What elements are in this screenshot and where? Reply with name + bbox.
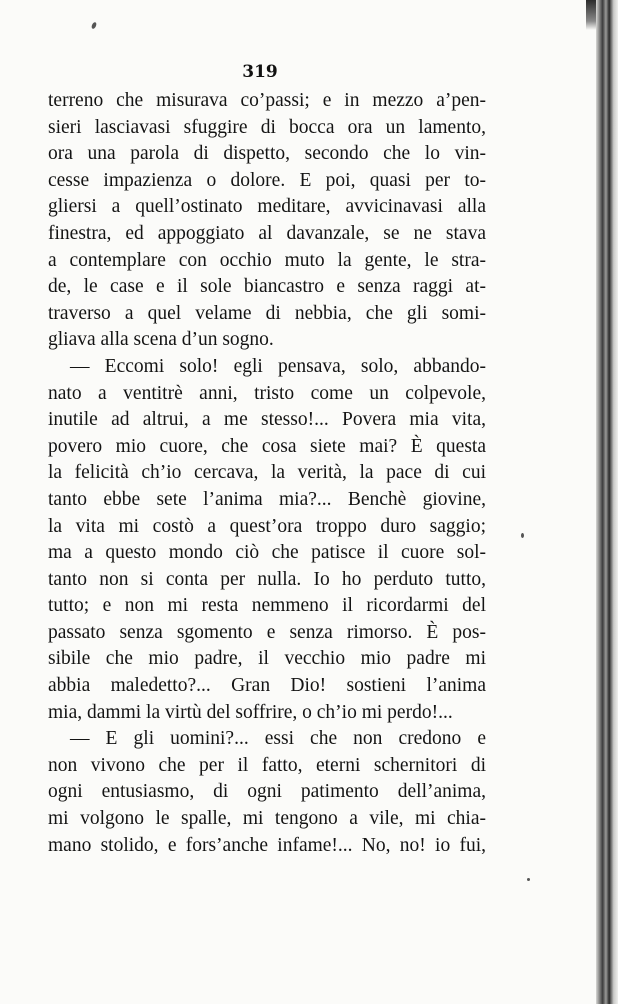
text-line: a contemplare con occhio muto la gente, le stra- (48, 249, 486, 271)
text-line: — E gli uomini?... essi che non credono e (70, 728, 486, 750)
text-line: ogni entusiasmo, di ogni patimento dell’anima, (48, 781, 486, 803)
text-line: povero mio cuore, che cosa siete mai? È questa (48, 435, 486, 457)
text-line: tanto ebbe sete l’anima mia?... Benchè giovine, (48, 488, 486, 510)
text-line: la felicità ch’io cercava, la verità, la pace di cui (48, 462, 486, 484)
text-line: sibile che mio padre, il vecchio mio padre mi (48, 648, 486, 670)
text-line: cesse impazienza o dolore. E poi, quasi per to- (48, 169, 486, 191)
text-line: tutto; e non mi resta nemmeno il ricordarmi del (48, 595, 486, 617)
text-line: sieri lasciavasi sfuggire di bocca ora un lamento, (48, 116, 486, 138)
text-line: mano stolido, e fors’anche infame!... No, no! io fui, (48, 834, 486, 856)
text-line: abbia maledetto?... Gran Dio! sostieni l’anima (48, 675, 486, 697)
text-line: ora una parola di dispetto, secondo che lo vin- (48, 143, 486, 165)
text-line: tanto non si conta per nulla. Io ho perduto tutto, (48, 568, 486, 590)
text-line: la vita mi costò a quest’ora troppo duro saggio; (48, 515, 486, 537)
text-line: gliava alla scena d’un sogno. (48, 329, 274, 351)
page-edge-shadow (586, 0, 596, 30)
book-spine-edge (596, 0, 618, 1004)
ink-speck (91, 21, 98, 29)
text-line: mi volgono le spalle, mi tengono a vile, mi chia- (48, 808, 486, 830)
text-line: traverso a quel velame di nebbia, che gli somi- (48, 302, 486, 324)
text-line: de, le case e il sole biancastro e senza raggi at- (48, 276, 486, 298)
text-line: nato a ventitrè anni, tristo come un colpevole, (48, 382, 486, 404)
text-line: terreno che misurava co’passi; e in mezzo a’pen- (48, 90, 486, 111)
text-line: inutile ad altrui, a me stesso!... Povera mia vita, (48, 409, 486, 431)
ink-speck (527, 878, 530, 881)
page-number: 319 (242, 62, 278, 82)
text-line: ma a questo mondo ciò che patisce il cuore sol- (48, 542, 486, 564)
text-line: passato senza sgomento e senza rimorso. È pos- (48, 621, 486, 643)
text-line: finestra, ed appoggiato al davanzale, se ne stava (48, 222, 486, 244)
body-text (48, 88, 486, 859)
text-line: mia, dammi la virtù del soffrire, o ch’io mi perdo!... (48, 701, 453, 723)
ink-speck (521, 533, 524, 538)
text-line: — Eccomi solo! egli pensava, solo, abbando- (70, 355, 486, 377)
text-line: non vivono che per il fatto, eterni schernitori di (48, 754, 486, 776)
text-line: gliersi a quell’ostinato meditare, avvicinavasi alla (48, 196, 486, 218)
